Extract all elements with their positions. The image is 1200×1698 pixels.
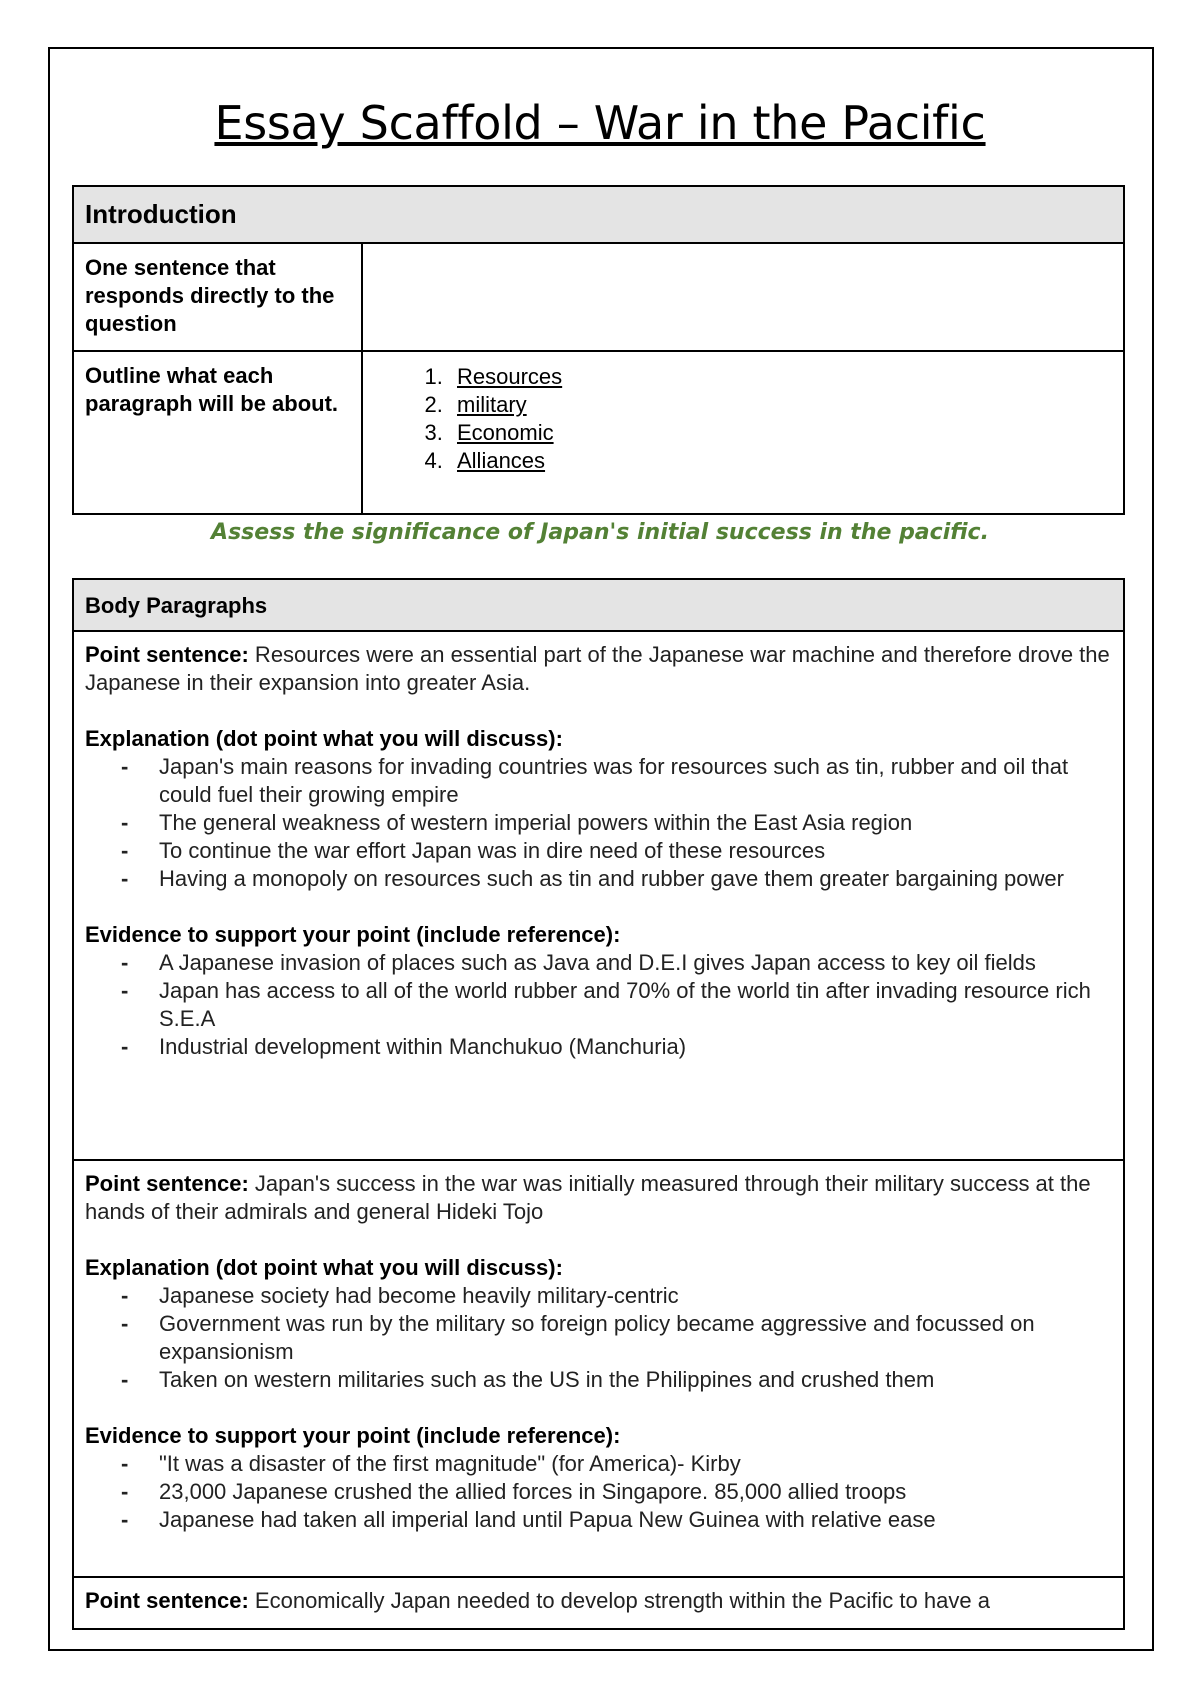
outline-label: Outline what each paragraph will be about. xyxy=(73,351,362,514)
evidence-list xyxy=(85,1450,1112,1534)
list-item: - Industrial development within Manchukuo (Manchuria) xyxy=(159,1033,1112,1061)
body-paragraphs-heading: Body Paragraphs xyxy=(73,579,1124,631)
point-sentence xyxy=(85,1587,1112,1615)
body-paragraphs-table xyxy=(72,578,1125,1630)
point-sentence xyxy=(85,1170,1112,1226)
outline-cell[interactable] xyxy=(362,351,1124,514)
paragraph-3-cell[interactable] xyxy=(73,1577,1124,1629)
outline-item-link[interactable]: Alliances xyxy=(457,448,546,473)
evidence-label: Evidence to support your point (include reference): xyxy=(85,922,621,947)
topic-sentence-input[interactable] xyxy=(362,243,1124,351)
point-sentence-text: Resources were an essential part of the Japanese war machine and therefore drove the Japanese in their expansion into greater Asia. xyxy=(85,642,1110,695)
paragraph-2-cell[interactable] xyxy=(73,1160,1124,1577)
list-item: - A Japanese invasion of places such as Java and D.E.I gives Japan access to key oil fields xyxy=(159,949,1112,977)
list-item: - Taken on western militaries such as the US in the Philippines and crushed them xyxy=(159,1366,1112,1394)
list-item: - Japanese society had become heavily military-centric xyxy=(159,1282,1112,1310)
point-sentence-text: Economically Japan needed to develop strength within the Pacific to have a xyxy=(248,1588,990,1613)
point-sentence xyxy=(85,641,1112,697)
list-item: - Japan has access to all of the world rubber and 70% of the world tin after invading resource rich S.E.A xyxy=(159,977,1112,1033)
list-item: - Government was run by the military so foreign policy became aggressive and focussed on expansionism xyxy=(159,1310,1112,1366)
list-item: - Having a monopoly on resources such as tin and rubber gave them greater bargaining power xyxy=(159,865,1112,893)
list-item: - 23,000 Japanese crushed the allied forces in Singapore. 85,000 allied troops xyxy=(159,1478,1112,1506)
list-item: - The general weakness of western imperial powers within the East Asia region xyxy=(159,809,1112,837)
essay-question: Assess the significance of Japan's initial success in the pacific. xyxy=(211,520,989,545)
explanation-label: Explanation (dot point what you will discuss): xyxy=(85,1255,563,1280)
outline-list xyxy=(364,353,1122,475)
introduction-heading: Introduction xyxy=(73,186,1124,243)
outline-item-link[interactable]: military xyxy=(457,392,527,417)
point-sentence-label: Point sentence: xyxy=(85,642,249,667)
introduction-table xyxy=(72,185,1125,515)
point-sentence-label: Point sentence: xyxy=(85,1171,249,1196)
list-item: - To continue the war effort Japan was in dire need of these resources xyxy=(159,837,1112,865)
evidence-list xyxy=(85,949,1112,1061)
evidence-label: Evidence to support your point (include reference): xyxy=(85,1423,621,1448)
point-sentence-label: Point sentence: xyxy=(85,1588,249,1613)
outline-item xyxy=(449,447,1122,475)
point-sentence-text: Japan's success in the war was initially measured through their military success at the hands of their admirals and general Hideki Tojo xyxy=(85,1171,1091,1224)
topic-sentence-label: One sentence that responds directly to the question xyxy=(73,243,362,351)
outline-item xyxy=(449,419,1122,447)
explanation-list xyxy=(85,1282,1112,1394)
outline-item xyxy=(449,363,1122,391)
list-item: - Japanese had taken all imperial land until Papua New Guinea with relative ease xyxy=(159,1506,1112,1534)
outline-item-link[interactable]: Resources xyxy=(457,364,563,389)
explanation-list xyxy=(85,753,1112,893)
list-item: - "It was a disaster of the first magnitude" (for America)- Kirby xyxy=(159,1450,1112,1478)
explanation-label: Explanation (dot point what you will discuss): xyxy=(85,726,563,751)
paragraph-1-cell[interactable] xyxy=(73,631,1124,1160)
page-title: Essay Scaffold – War in the Pacific xyxy=(214,96,986,150)
outline-item-link[interactable]: Economic xyxy=(457,420,554,445)
outline-item xyxy=(449,391,1122,419)
list-item: - Japan's main reasons for invading countries was for resources such as tin, rubber and oil that could fuel their growing empire xyxy=(159,753,1112,809)
